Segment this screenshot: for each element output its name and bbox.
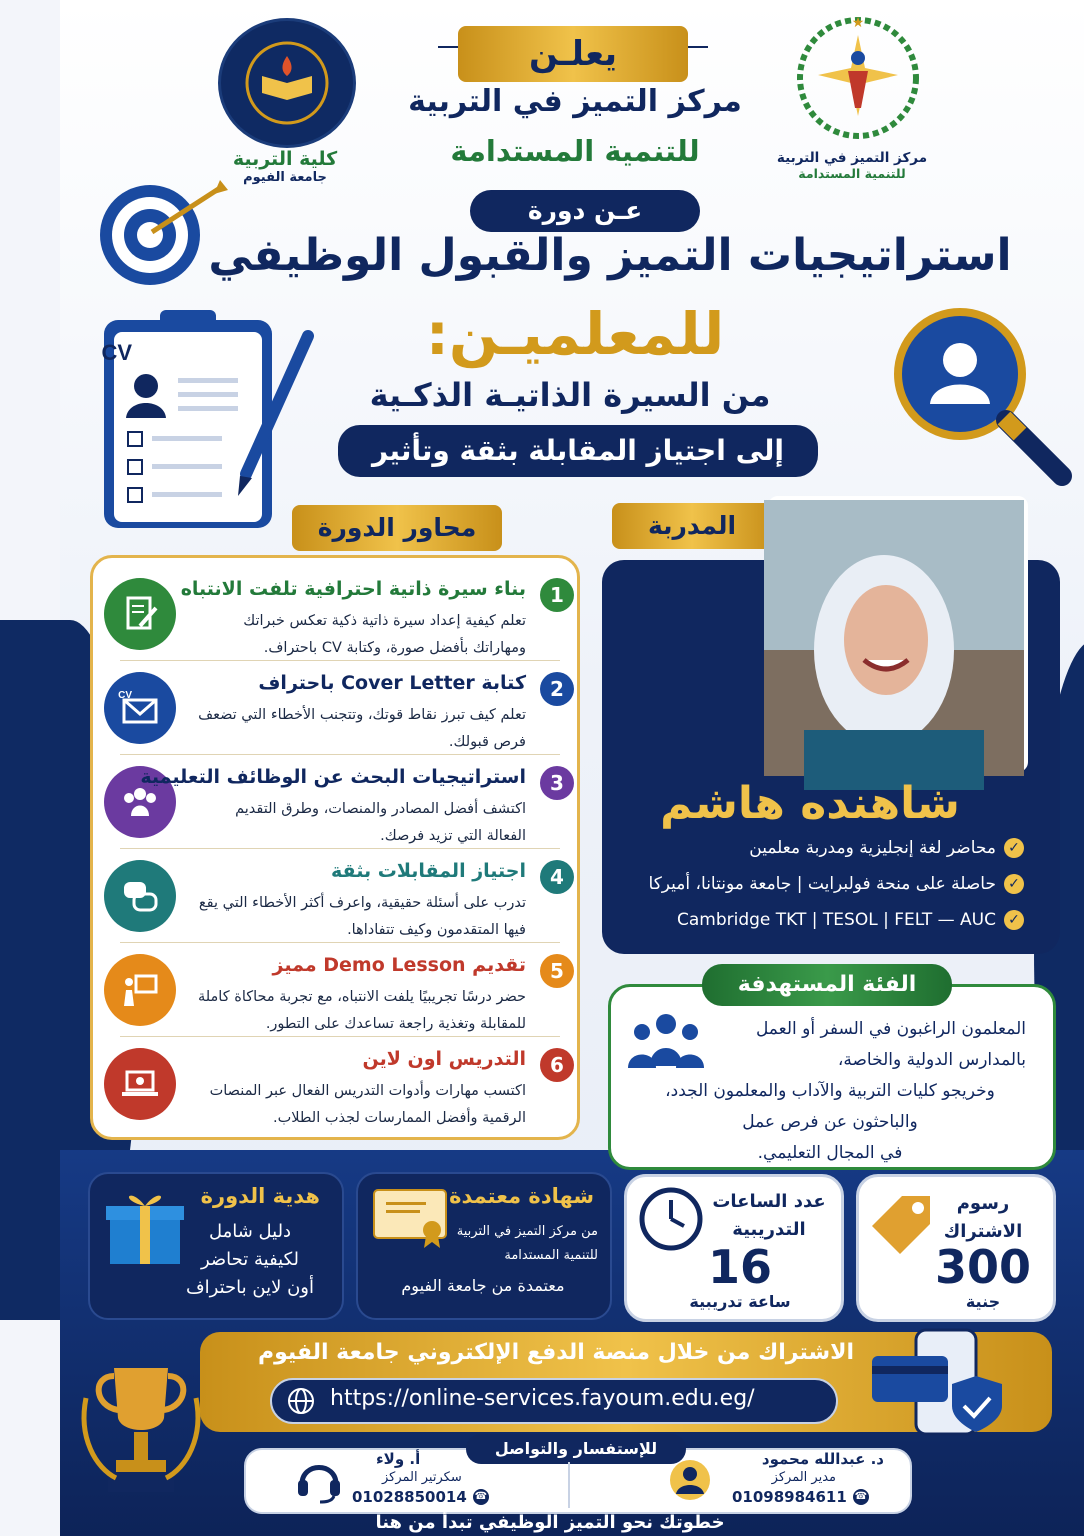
- person-icon: [668, 1458, 712, 1502]
- svg-text:CV: CV: [118, 690, 132, 701]
- trainer-bio-text: حاصلة على منحة فولبرايت | جامعة مونتانا، أميركا: [648, 874, 996, 894]
- target-line: المعلمون الراغبون في السفر أو العمل: [755, 1019, 1026, 1039]
- contact-heading: للإستفسار والتواصل: [466, 1434, 686, 1464]
- course-title: استراتيجيات التميز والقبول الوظيفي: [208, 230, 1012, 281]
- trainer-bio-2: [649, 874, 1024, 894]
- headset-icon: [294, 1454, 344, 1504]
- topic-number: 6: [540, 1048, 574, 1082]
- hours-title-2: التدريبية: [732, 1219, 806, 1240]
- right-logo-sub: للتنمية المستدامة: [798, 166, 906, 181]
- topic-divider: [120, 848, 560, 849]
- contact-left-name: أ. ولاء: [376, 1450, 421, 1468]
- left-logo-name: كلية التربية: [232, 148, 338, 170]
- course-subtitle1: من السيرة الذاتيـة الذكـية: [369, 376, 771, 414]
- topic-title: التدريس اون لاين: [362, 1048, 526, 1070]
- phone-card-shield-icon: [866, 1326, 1016, 1438]
- gift-line: أون لاين باحتراف: [186, 1277, 314, 1298]
- topic-desc: تدرب على أسئلة حقيقية، واعرف أكثر الأخطاء التي يقع فيها المتقدمون وكيف تتفاداها.: [198, 895, 526, 938]
- hours-title-1: عدد الساعات: [712, 1191, 826, 1212]
- contact-right-name: د. عبدالله محمود: [761, 1450, 884, 1468]
- center-emblem-icon: [788, 8, 928, 148]
- topic-title: اجتياز المقابلات بثقة: [331, 860, 526, 882]
- check-icon: ✓: [1004, 874, 1024, 894]
- gift-line: لكيفية تحاضر: [200, 1249, 300, 1270]
- course-intro-badge: عـن دورة: [470, 190, 700, 232]
- org-line1: مركز التميز في التربية: [408, 84, 742, 119]
- topic-divider: [120, 660, 560, 661]
- topic-desc: تعلم كيفية إعداد سيرة ذاتية ذكية تعكس خبراتك ومهاراتك بأفضل صورة، وكتابة CV باحتراف.: [243, 613, 526, 656]
- right-logo-name: مركز التميز في التربية: [776, 150, 928, 166]
- topics-heading: محاور الدورة: [292, 505, 502, 551]
- certificate-title: شهادة معتمدة: [449, 1184, 594, 1208]
- contact-left-role: سكرتير المركز: [382, 1470, 462, 1485]
- topic-title: تقديم Demo Lesson مميز: [272, 954, 526, 976]
- contact-right-phone-row[interactable]: [732, 1488, 869, 1506]
- cv-clipboard-icon: [98, 306, 328, 534]
- phone-icon: ☎: [473, 1489, 489, 1505]
- footer-slogan: خطوتك نحو التميز الوظيفي تبدأ من هنا: [375, 1512, 725, 1533]
- document-edit-icon: [104, 578, 176, 650]
- svg-text:CV: CV: [101, 340, 132, 365]
- gift-line: دليل شامل: [208, 1221, 292, 1242]
- topic-desc: حضر درسًا تجريبيًا يلفت الانتباه، مع تجربة محاكاة كاملة للمقابلة وتغذية راجعة تساعدك على التطور.: [197, 989, 526, 1032]
- trainer-bio-text: محاضر لغة إنجليزية ومدربة معلمين: [749, 838, 996, 858]
- topic-item: [104, 852, 574, 942]
- topic-desc: اكتسب مهارات وأدوات التدريس الفعال عبر المنصات الرقمية وأفضل الممارسات لجذب الطلاب.: [209, 1083, 526, 1126]
- fee-title-2: الاشتراك: [943, 1221, 1023, 1242]
- topic-divider: [120, 942, 560, 943]
- trophy-icon: [76, 1358, 206, 1498]
- trainer-bio-text: Cambridge TKT | TESOL | FELT — AUC: [676, 910, 996, 930]
- certificate-icon: [372, 1186, 452, 1250]
- topic-desc: تعلم كيف تبرز نقاط قوتك، وتتجنب الأخطاء التي تضعف فرص قبولك.: [198, 707, 526, 750]
- hours-unit: ساعة تدريبية: [689, 1292, 791, 1311]
- phone-icon: ☎: [853, 1489, 869, 1505]
- target-line: والباحثون عن فرص عمل: [742, 1112, 918, 1132]
- certificate-approval: معتمدة من جامعة الفيوم: [401, 1276, 565, 1295]
- trainer-bio-3: [677, 910, 1024, 930]
- hours-title: [704, 1188, 834, 1244]
- trainer-heading: المدربة: [612, 503, 772, 549]
- target-line: في المجال التعليمي.: [757, 1143, 903, 1163]
- topic-divider: [120, 754, 560, 755]
- topic-item: [104, 570, 574, 660]
- chat-bubbles-icon: [104, 860, 176, 932]
- target-text: [686, 1014, 1026, 1076]
- topic-divider: [120, 1036, 560, 1037]
- certificate-line: للتنمية المستدامة: [504, 1248, 598, 1263]
- contact-right-role: مدير المركز: [771, 1470, 836, 1485]
- org-line2: للتنمية المستدامة: [450, 134, 700, 168]
- laptop-icon: [104, 1048, 176, 1120]
- check-icon: ✓: [1004, 838, 1024, 858]
- contact-right-phone[interactable]: 01098984611: [732, 1488, 847, 1506]
- svg-text:★: ★: [851, 15, 865, 31]
- topic-desc: اكتشف أفضل المصادر والمنصات، وطرق التقديم الفعالة التي تزيد فرصك.: [235, 801, 526, 844]
- faculty-seal-icon: [218, 18, 356, 148]
- contact-divider: [568, 1462, 570, 1508]
- topic-item: [104, 664, 574, 754]
- left-logo-caption: [210, 148, 360, 185]
- target-text-2: [620, 1076, 1040, 1169]
- topic-item: [104, 946, 574, 1036]
- trainer-photo: [768, 496, 1028, 772]
- fee-unit: جنية: [965, 1292, 1001, 1311]
- cv-envelope-icon: [104, 672, 176, 744]
- topic-number: 2: [540, 672, 574, 706]
- fee-title-1: رسوم: [956, 1193, 1010, 1214]
- gift-text: [170, 1218, 330, 1302]
- announce-badge: يعلـن: [458, 26, 688, 82]
- target-line: بالمدارس الدولية والخاصة،: [837, 1050, 1026, 1070]
- topic-number: 3: [540, 766, 574, 800]
- topic-title: بناء سيرة ذاتية احترافية تلفت الانتباه: [180, 578, 526, 600]
- teacher-board-icon: [104, 954, 176, 1026]
- left-logo-sub: جامعة الفيوم: [243, 170, 327, 185]
- payment-url-link[interactable]: https://online-services.fayoum.edu.eg/: [330, 1386, 755, 1411]
- fee-title: [928, 1190, 1038, 1246]
- audience-title: للمعلميـن:: [425, 300, 725, 368]
- topic-item: [104, 1040, 574, 1130]
- topic-number: 4: [540, 860, 574, 894]
- target-line: وخريجو كليات التربية والآداب والمعلمون الجدد،: [665, 1081, 995, 1101]
- globe-icon: [286, 1386, 316, 1416]
- trainer-bio-1: [749, 838, 1024, 858]
- topic-number: 1: [540, 578, 574, 612]
- topic-number: 5: [540, 954, 574, 988]
- check-icon: ✓: [1004, 910, 1024, 930]
- payment-text: الاشتراك من خلال منصة الدفع الإلكتروني جامعة الفيوم: [257, 1340, 855, 1365]
- target-heading: الفئة المستهدفة: [702, 964, 952, 1006]
- course-subtitle2: إلى اجتياز المقابلة بثقة وتأثير: [338, 425, 818, 477]
- hours-value: 16: [707, 1240, 772, 1294]
- contact-left-phone-row[interactable]: [352, 1488, 489, 1506]
- certificate-line: من مركز التميز في التربية: [456, 1224, 598, 1239]
- topic-item: [104, 758, 574, 848]
- right-logo-caption: [772, 150, 932, 181]
- topic-title: استراتيجيات البحث عن الوظائف التعليمية: [140, 766, 526, 788]
- contact-left-phone[interactable]: 01028850014: [352, 1488, 467, 1506]
- fee-value: 300: [934, 1240, 1032, 1294]
- topic-title: كتابة Cover Letter باحتراف: [258, 672, 526, 694]
- gift-title: هدية الدورة: [200, 1184, 320, 1208]
- magnifier-user-icon: [886, 300, 1076, 490]
- trainer-name: شاهنده هاشم: [660, 778, 960, 829]
- certificate-text: [448, 1220, 598, 1268]
